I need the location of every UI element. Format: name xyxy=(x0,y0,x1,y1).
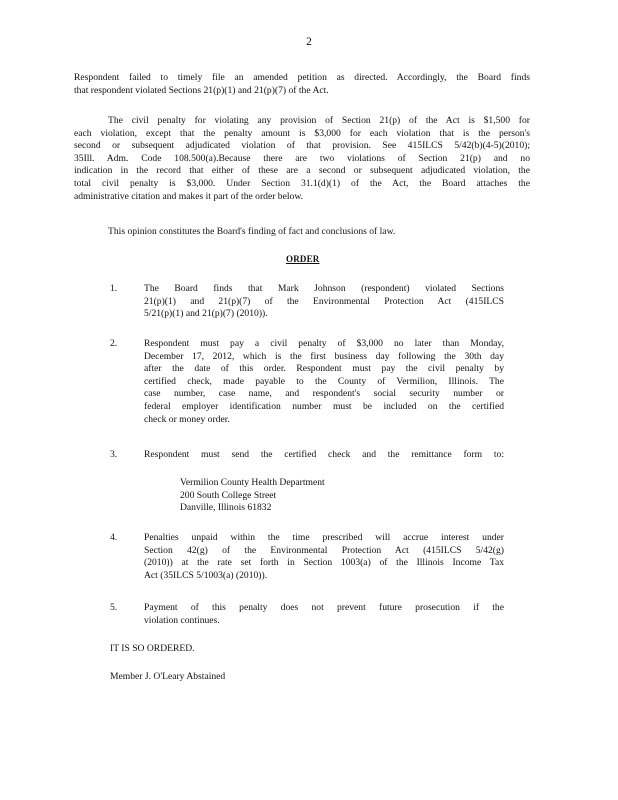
item-number: 2. xyxy=(110,338,118,349)
address-line: Vermilion County Health Department xyxy=(180,477,325,488)
closing-statement: IT IS SO ORDERED. xyxy=(110,643,195,654)
page-number: 2 xyxy=(306,36,312,48)
order-heading: ORDER xyxy=(286,254,320,264)
text-line: Penalties unpaid within the time prescribed will accrue interest under xyxy=(144,532,504,543)
text-line: 35Ill. Adm. Code 108.500(a).Because there are two violations of Section 21(p) and no xyxy=(74,152,530,164)
text-line: each violation, except that the penalty amount is $3,000 for each violation that is the person's xyxy=(74,127,530,139)
text-line: Section 42(g) of the Environmental Protection Act (415ILCS 5/42(g) xyxy=(144,544,504,556)
paragraph-opinion xyxy=(74,226,530,239)
paragraph-finding xyxy=(74,72,530,97)
text-line: Respondent must send the certified check and the remittance form to: xyxy=(144,449,504,460)
text-line: 21(p)(1) and 21(p)(7) of the Environmental Protection Act (415ILCS xyxy=(144,295,504,307)
text-line: (2010)) at the rate set forth in Section 1003(a) of the Illinois Income Tax xyxy=(144,557,504,569)
item-number: 3. xyxy=(110,449,118,460)
text-line: This opinion constitutes the Board's finding of fact and conclusions of law. xyxy=(108,226,396,237)
text-line: second or subsequent adjudicated violation of that provision. See 415ILCS 5/42(b)(4-5)(2010); xyxy=(74,140,530,152)
text-line: The civil penalty for violating any provision of Section 21(p) of the Act is $1,500 for xyxy=(108,115,530,126)
text-line: case number, case name, and respondent's social security number or xyxy=(144,388,504,400)
item-number: 1. xyxy=(110,283,118,294)
text-line: indication in the record that either of these are a second or subsequent adjudicated violation, the xyxy=(74,165,530,177)
address-line: 200 South College Street xyxy=(180,489,277,501)
text-line: The Board finds that Mark Johnson (respondent) violated Sections xyxy=(144,283,504,294)
paragraph-civil-penalty xyxy=(74,115,530,203)
text-line: Respondent failed to timely file an amended petition as directed. Accordingly, the Board finds xyxy=(74,72,530,83)
text-line: that respondent violated Sections 21(p)(1) and 21(p)(7) of the Act. xyxy=(74,84,329,96)
text-line: administrative citation and makes it part of the order below. xyxy=(74,190,304,202)
text-line: Respondent must pay a civil penalty of $3,000 no later than Monday, xyxy=(144,338,504,349)
text-line: Act (35ILCS 5/1003(a) (2010)). xyxy=(144,569,268,581)
text-line: December 17, 2012, which is the first business day following the 30th day xyxy=(144,350,504,362)
text-line: after the date of this order. Respondent must pay the civil penalty by xyxy=(144,363,504,375)
text-line: total civil penalty is $3,000. Under Section 31.1(d)(1) of the Act, the Board attaches the xyxy=(74,177,530,189)
member-abstention-note: Member J. O'Leary Abstained xyxy=(110,671,226,682)
item-number: 4. xyxy=(110,532,118,543)
item-number: 5. xyxy=(110,602,118,613)
text-line: 5/21(p)(1) and 21(p)(7) (2010)). xyxy=(144,308,268,320)
remittance-address xyxy=(180,477,325,515)
text-line: check or money order. xyxy=(144,413,230,425)
address-line: Danville, Illinois 61832 xyxy=(180,502,272,514)
text-line: violation continues. xyxy=(144,614,220,626)
text-line: certified check, made payable to the County of Vermilion, Illinois. The xyxy=(144,375,504,387)
text-line: federal employer identification number must be included on the certified xyxy=(144,400,504,412)
text-line: Payment of this penalty does not prevent future prosecution if the xyxy=(144,602,504,613)
